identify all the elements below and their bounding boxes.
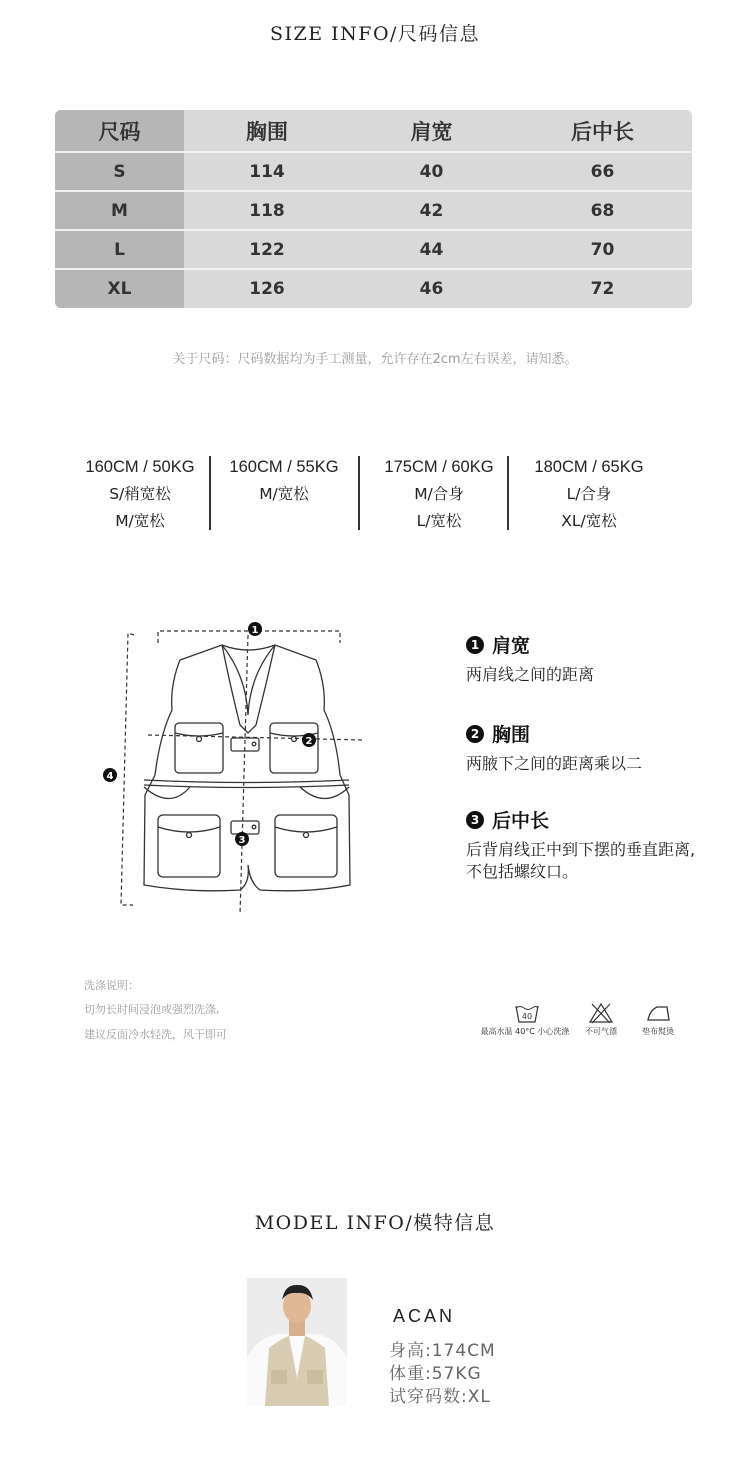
svg-text:2: 2 bbox=[305, 736, 313, 747]
fit-body: 180CM / 65KG bbox=[534, 458, 644, 476]
care-label: 不可气漂 bbox=[585, 1027, 617, 1036]
fit-line: M/宽松 bbox=[259, 485, 309, 503]
fit-line: L/合身 bbox=[566, 485, 612, 503]
chest-header: 胸围 bbox=[184, 110, 350, 153]
table-cell: 118 bbox=[184, 192, 350, 231]
table-cell: M bbox=[55, 192, 184, 231]
measure-title: 后中长 bbox=[492, 810, 550, 832]
divider bbox=[507, 456, 509, 530]
care-bleach bbox=[580, 1002, 622, 1037]
fit-body: 160CM / 50KG bbox=[85, 458, 195, 476]
table-cell: XL bbox=[55, 270, 184, 308]
table-cell: 70 bbox=[513, 231, 692, 270]
size-header: 尺码 bbox=[55, 110, 184, 153]
table-cell: 122 bbox=[184, 231, 350, 270]
no-bleach-icon bbox=[588, 1002, 614, 1024]
measure-markers bbox=[103, 622, 316, 846]
measure-lines bbox=[121, 631, 362, 915]
svg-text:40: 40 bbox=[521, 1012, 533, 1021]
wash-line: 切勿长时间浸泡或强烈洗涤, bbox=[84, 1003, 220, 1016]
model-size: 试穿码数:XL bbox=[389, 1387, 491, 1407]
table-cell: 72 bbox=[590, 279, 615, 299]
fit-body: 175CM / 60KG bbox=[384, 458, 494, 476]
size-table bbox=[55, 110, 692, 308]
number-badge: 2 bbox=[466, 725, 484, 743]
divider bbox=[209, 456, 211, 530]
svg-text:4: 4 bbox=[106, 771, 114, 782]
measure-title: 胸围 bbox=[492, 724, 531, 746]
measure-title: 肩宽 bbox=[492, 635, 531, 657]
model-photo-illustration bbox=[247, 1278, 347, 1406]
size-section-title: SIZE INFO/尺码信息 bbox=[270, 23, 480, 45]
iron-icon bbox=[645, 1002, 671, 1024]
fit-line: M/宽松 bbox=[115, 512, 165, 530]
wash-title: 洗涤说明： bbox=[84, 979, 139, 992]
fit-column-2 bbox=[222, 454, 346, 508]
fit-column-3 bbox=[377, 454, 501, 535]
wash-line: 建议反面冷水轻洗，风干即可 bbox=[84, 1028, 227, 1041]
fit-line: M/合身 bbox=[414, 485, 464, 503]
table-cell: 42 bbox=[350, 192, 513, 231]
table-cell: 68 bbox=[513, 192, 692, 231]
number-badge: 1 bbox=[466, 636, 484, 654]
model-weight: 体重:57KG bbox=[389, 1364, 482, 1384]
vest-outline bbox=[144, 645, 350, 891]
fit-line: L/宽松 bbox=[416, 512, 462, 530]
fit-column-4 bbox=[527, 454, 651, 535]
fit-line: S/稍宽松 bbox=[109, 485, 171, 503]
model-height: 身高:174CM bbox=[389, 1341, 496, 1361]
model-name: ACAN bbox=[393, 1306, 456, 1326]
measure-3 bbox=[466, 806, 698, 883]
table-cell: 66 bbox=[513, 153, 692, 192]
fit-column-1 bbox=[78, 454, 202, 535]
table-cell: 44 bbox=[350, 231, 513, 270]
model-section-title: MODEL INFO/模特信息 bbox=[254, 1212, 496, 1234]
wash-40-icon bbox=[514, 1002, 540, 1024]
table-cell: 126 bbox=[249, 279, 285, 299]
fit-body: 160CM / 55KG bbox=[229, 458, 339, 476]
length-header: 后中长 bbox=[513, 110, 692, 153]
care-label: 最高水温 40°C 小心洗涤 bbox=[480, 1027, 570, 1036]
model-photo bbox=[247, 1278, 347, 1406]
size-note: 关于尺码：尺码数据均为手工测量，允许存在2cm左右误差，请知悉。 bbox=[172, 352, 578, 367]
svg-text:3: 3 bbox=[238, 835, 246, 846]
number-badge: 3 bbox=[466, 811, 484, 829]
vest-diagram bbox=[100, 615, 370, 920]
care-iron bbox=[637, 1002, 679, 1037]
measure-1 bbox=[466, 631, 736, 686]
care-label: 垫布熨烫 bbox=[642, 1027, 674, 1036]
shoulder-header: 肩宽 bbox=[350, 110, 513, 153]
table-cell: 40 bbox=[350, 153, 513, 192]
measure-2 bbox=[466, 720, 736, 775]
care-wash bbox=[480, 1002, 570, 1037]
table-cell: L bbox=[55, 231, 184, 270]
measure-desc: 两肩线之间的距离 bbox=[466, 665, 595, 684]
fit-line: XL/宽松 bbox=[561, 512, 617, 530]
table-cell: 114 bbox=[184, 153, 350, 192]
table-cell: 46 bbox=[419, 279, 444, 299]
svg-text:1: 1 bbox=[251, 625, 259, 636]
divider bbox=[358, 456, 360, 530]
measure-desc: 后背肩线正中到下摆的垂直距离,不包括螺纹口。 bbox=[466, 840, 696, 881]
table-cell: S bbox=[55, 153, 184, 192]
measure-desc: 两腋下之间的距离乘以二 bbox=[466, 754, 643, 773]
